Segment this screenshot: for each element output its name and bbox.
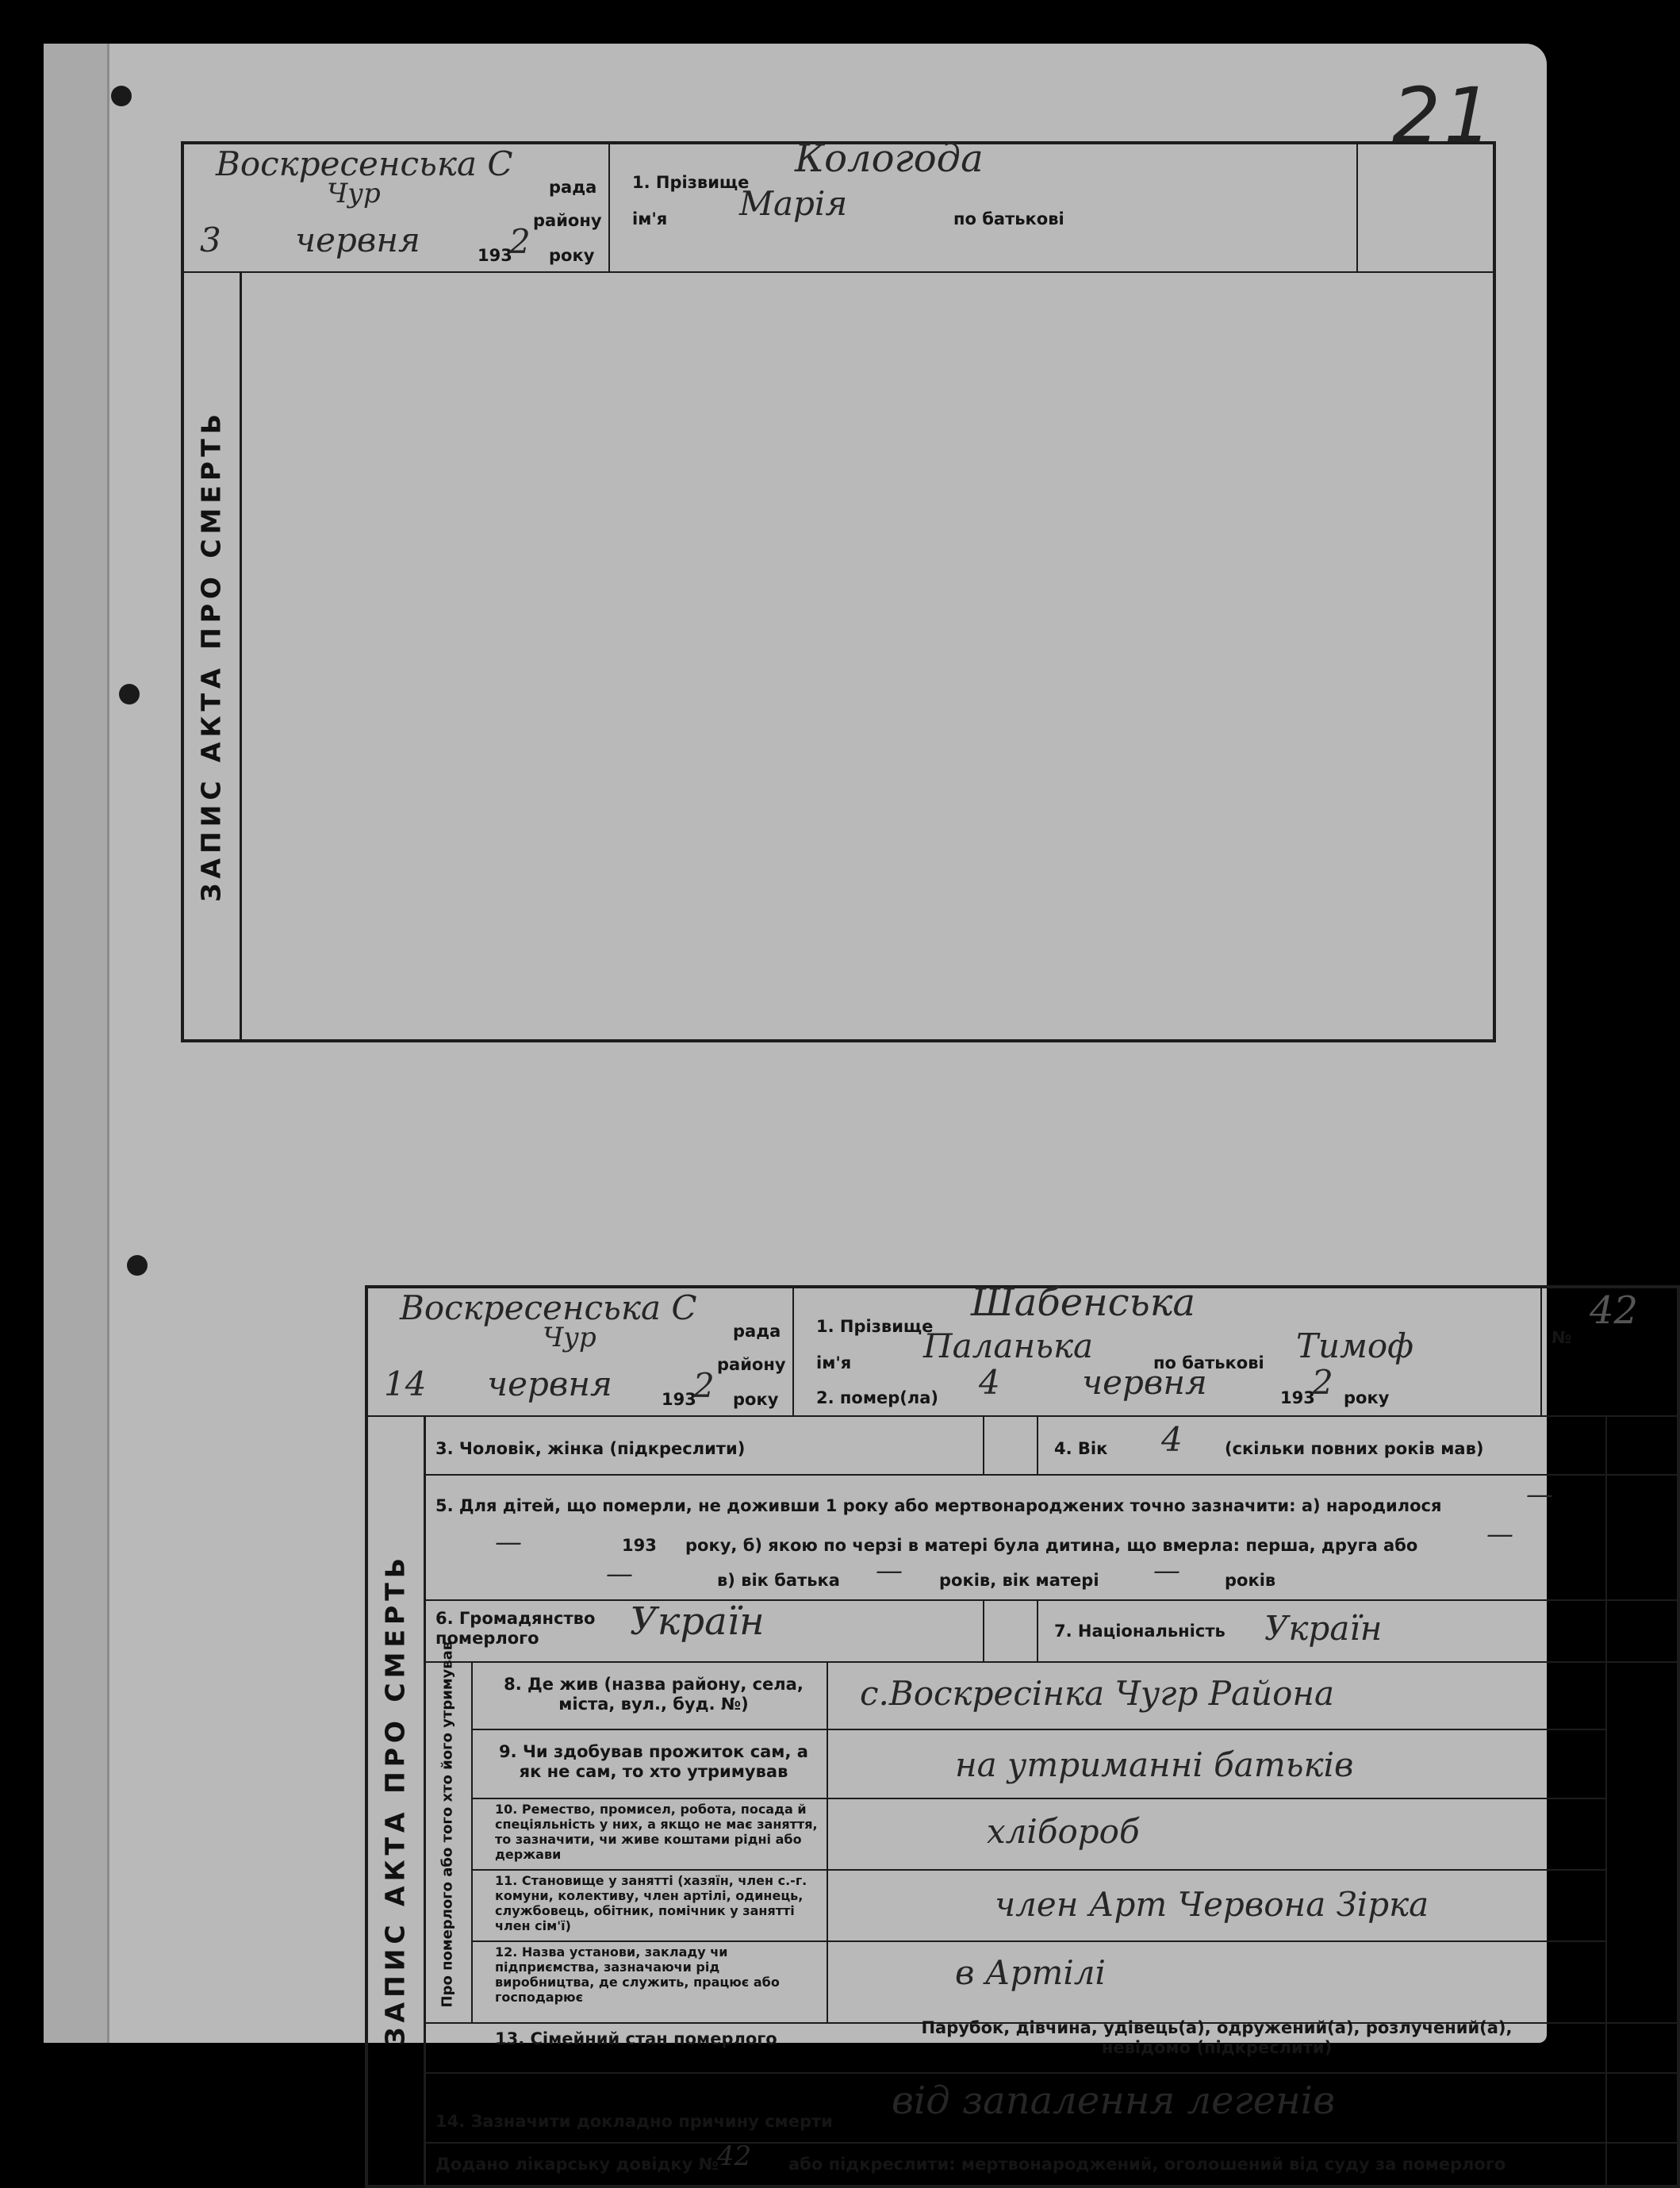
surname-label: 1. Прізвище	[816, 1317, 934, 1336]
died-year-handwriting: 2	[1312, 1363, 1333, 1402]
col-divider	[1037, 1599, 1038, 1661]
died-day-handwriting: 4	[979, 1363, 1000, 1402]
rada-handwriting: Воскресенська С	[216, 144, 513, 183]
f13-options: Парубок, дівчина, удівець(а), одружений(а), розлучений(а), невідомо (підкреслити)	[921, 2018, 1513, 2057]
row-divider	[471, 1869, 1605, 1871]
f6-label: 6. Громадянство померлого	[435, 1609, 596, 1648]
year-printed: 193	[478, 246, 512, 265]
label-col-divider	[827, 1661, 828, 2022]
f5-line3: в) вік батька	[717, 1571, 840, 1590]
name-handwriting: Марія	[739, 184, 848, 223]
row-divider	[471, 1940, 1605, 1942]
year-printed: 193	[662, 1390, 696, 1409]
surname-handwriting: Шабенська	[971, 1280, 1196, 1325]
row-divider	[471, 1729, 1605, 1730]
record-number-label: №	[1552, 1328, 1572, 1347]
name-label: ім'я	[632, 209, 668, 228]
header-col-divider	[608, 144, 610, 271]
row-divider	[424, 1661, 1677, 1663]
row-divider	[424, 1474, 1677, 1476]
date-month-handwriting: червня	[295, 221, 420, 259]
f4-label: 4. Вік	[1054, 1439, 1108, 1458]
footer-label: Додано лікарську довідку №	[435, 2155, 719, 2174]
f5-dash: —	[1486, 1518, 1513, 1550]
binding-hole	[119, 684, 140, 704]
f12-handwriting: в Артілі	[955, 1953, 1106, 1992]
binding-hole	[111, 86, 132, 106]
col-divider	[983, 1415, 984, 1474]
f6-handwriting: Україн	[630, 1599, 765, 1644]
form-side-column	[184, 271, 242, 1039]
f5-line2: року, б) якою по черзі в матері була дитина, що вмерла: перша, друга або	[685, 1536, 1418, 1555]
form-side-column	[368, 1415, 426, 2185]
f13-label: 13. Сімейний стан померлого	[495, 2029, 777, 2048]
f5-dash: —	[606, 1558, 633, 1590]
f5-roky2: років	[1225, 1571, 1276, 1590]
date-month-handwriting: червня	[487, 1365, 612, 1403]
header-divider	[184, 271, 1493, 273]
footer-handwriting: 42	[717, 2140, 752, 2172]
f4-suffix: (скільки повних років мав)	[1225, 1439, 1484, 1458]
page-number: 21	[1392, 71, 1496, 160]
f14-label: 14. Зазначити докладно причину смерти	[435, 2112, 833, 2131]
col-divider	[1037, 1415, 1038, 1474]
row-divider	[424, 1599, 1677, 1601]
f5-dash: —	[1153, 1555, 1180, 1587]
date-day-handwriting: 14	[384, 1365, 427, 1403]
surname-handwriting: Кологода	[795, 136, 984, 181]
f5-dash: —	[876, 1555, 903, 1587]
patronymic-label: по батькові	[953, 209, 1064, 228]
f5-year: 193	[622, 1536, 657, 1555]
year-handwriting: 2	[693, 1366, 715, 1405]
form-side-title: ЗАПИС АКТА ПРО СМЕРТЬ	[379, 1553, 411, 2046]
header-col-divider	[792, 1288, 794, 1415]
row-divider	[424, 2072, 1677, 2074]
f11-handwriting: член Арт Червона Зірка	[995, 1885, 1429, 1924]
date-day-handwriting: 3	[200, 221, 221, 259]
f9-handwriting: на утриманні батьків	[955, 1745, 1354, 1784]
death-record-form-2	[365, 1280, 1680, 2188]
f4-handwriting: 4	[1161, 1420, 1183, 1459]
raion-label: району	[717, 1355, 786, 1374]
rik-label: року	[733, 1390, 779, 1409]
rik-label: року	[549, 246, 595, 265]
f10-handwriting: хлібороб	[987, 1812, 1140, 1851]
died-rik-label: року	[1344, 1388, 1390, 1407]
patronymic-handwriting: Тимоф	[1296, 1326, 1414, 1365]
name-label: ім'я	[816, 1353, 852, 1372]
record-number-handwriting: 42	[1590, 1288, 1639, 1333]
f5-dash: —	[495, 1526, 522, 1558]
form-side-title: ЗАПИС АКТА ПРО СМЕРТЬ	[195, 409, 227, 902]
footer-rest: або підкреслити: мертвонароджений, оголошений від суду за померлого	[788, 2155, 1506, 2174]
header-col-divider	[1356, 144, 1358, 271]
page-binding	[44, 44, 109, 2043]
f7-label: 7. Національність	[1054, 1622, 1225, 1641]
raion-handwriting: Чур	[543, 1322, 596, 1353]
f14-handwriting: від запалення легенів	[892, 2079, 1336, 2123]
header-divider	[368, 1415, 1677, 1417]
f9-label: 9. Чи здобував прожиток сам, а як не сам, то хто утримував	[499, 1742, 808, 1781]
sub-side-column	[424, 1641, 473, 2022]
row-divider	[424, 2142, 1677, 2144]
raion-label: району	[533, 211, 602, 230]
col-divider	[983, 1599, 984, 1661]
raion-handwriting: Чур	[327, 178, 381, 209]
f5-dash: —	[1526, 1479, 1553, 1510]
row-divider	[471, 1798, 1605, 1799]
surname-label: 1. Прізвище	[632, 173, 750, 192]
f11-label: 11. Становище у занятті (хазяїн, член с.-г. комуни, колективу, член артілі, одинець, службовець, обітник, помічник у занятті член сім'ї)	[495, 1873, 807, 1933]
f3-label: 3. Чоловік, жінка (підкреслити)	[435, 1439, 746, 1458]
sub-side-title: Про померлого або того хто його утримував	[439, 1641, 456, 2008]
rada-label: рада	[549, 178, 597, 197]
f8-handwriting: с.Воскресінка Чугр Района	[860, 1674, 1335, 1713]
year-handwriting: 2	[509, 222, 531, 261]
header-col-divider	[1540, 1288, 1542, 1415]
death-record-form-1	[181, 136, 1639, 2174]
f8-label: 8. Де жив (назва району, села, міста, вул., буд. №)	[504, 1675, 804, 1714]
f7-handwriting: Україн	[1264, 1609, 1383, 1648]
rada-handwriting: Воскресенська С	[400, 1288, 697, 1327]
f5-roky: років, вік матері	[939, 1571, 1099, 1590]
right-margin-line	[1605, 1415, 1607, 2185]
f12-label: 12. Назва установи, закладу чи підприємства, зазначаючи рід виробництва, де служить, працює або господарює	[495, 1944, 780, 2005]
f10-label: 10. Ремество, промисел, робота, посада й спеціяльність у них, а якщо не має заняття, то зазначити, чи живе коштами рідні або держави	[495, 1802, 818, 1862]
patronymic-label: по батькові	[1153, 1353, 1264, 1372]
name-handwriting: Паланька	[923, 1326, 1094, 1365]
died-month-handwriting: червня	[1082, 1363, 1207, 1402]
binding-hole	[127, 1255, 148, 1276]
died-year-printed: 193	[1280, 1388, 1315, 1407]
rada-label: рада	[733, 1322, 781, 1341]
died-label: 2. помер(ла)	[816, 1388, 939, 1407]
f5-line1: 5. Для дітей, що померли, не доживши 1 року або мертвонароджених точно зазначити: а) народилося	[435, 1496, 1442, 1515]
